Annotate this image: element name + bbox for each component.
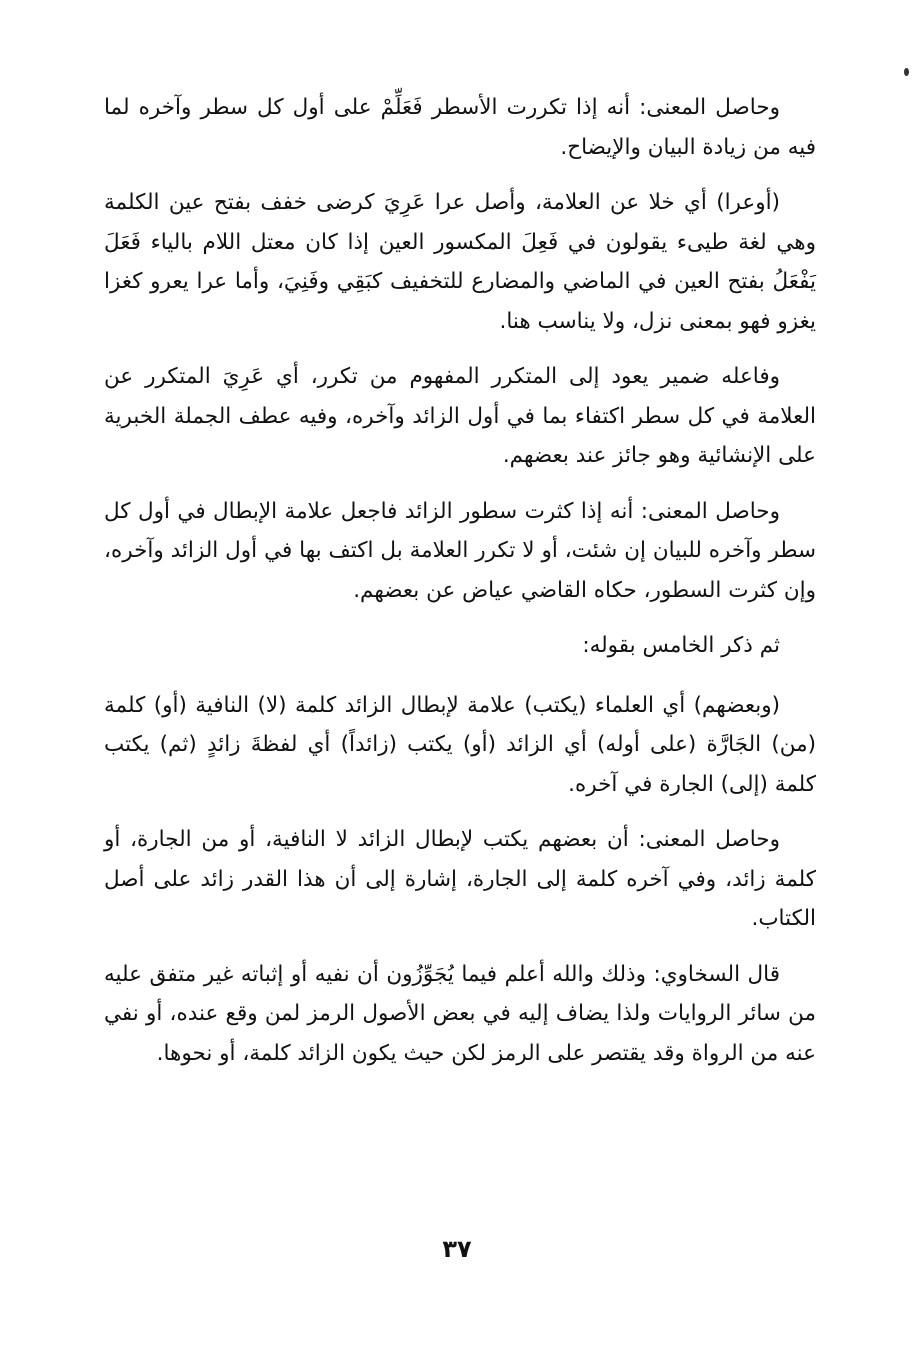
paragraph-2: (أوعرا) أي خلا عن العلامة، وأصل عرا عَرِيَ كرضى خفف بفتح عين الكلمة وهي لغة طيىء يقولون في فَعِلَ المكسور العين إذا كان معتل اللام بالياء فَعَلَ يَفْعَلُ بفتح العين في الماضي والمضارع للتخفيف كبَقِي وفَنِيَ، وأما عرا يعرو كغزا يغزو فهو بمعنى نزل، ولا يناسب هنا. [104,190,816,334]
paragraph-3: وفاعله ضمير يعود إلى المتكرر المفهوم من تكرر، أي عَرِيَ المتكرر عن العلامة في كل سطر اكتفاء بما في أول الزائد وآخره، وفيه عطف الجملة الخبرية على الإنشائية وهو جائز عند بعضهم. [104,364,816,468]
paragraph-6: (وبعضهم) أي العلماء (يكتب) علامة لإبطال الزائد كلمة (لا) النافية (أو) كلمة (من) الجَارَّة (على أوله) أي الزائد (أو) يكتب (زائداً) أي لفظةَ زائدٍ (ثم) يكتب كلمة (إلى) الجارة في آخره. [104,692,816,797]
paragraph-4: وحاصل المعنى: أنه إذا كثرت سطور الزائد فاجعل علامة الإبطال في أول كل سطر وآخره للبيان إن شئت، أو لا تكرر العلامة بل اكتف بها في أول الزائد وآخره، وإن كثرت السطور، حكاه القاضي عياض عن بعضهم. [104,498,816,603]
paragraph-1: وحاصل المعنى: أنه إذا تكررت الأسطر فَعَلِّمْ على أول كل سطر وآخره لما فيه من زيادة البيان والإيضاح. [104,95,816,160]
paragraph-8: قال السخاوي: وذلك والله أعلم فيما يُجَوِّزُون أن نفيه أو إثباته غير متفق عليه من سائر الروايات ولذا يضاف إليه في بعض الأصول الرمز لمن وقع عنده، أو نفي عنه من الرواة وقد يقتصر على الرمز لكن حيث يكون الزائد كلمة، أو نحوها. [104,961,816,1066]
paragraph-5: ثم ذكر الخامس بقوله: [582,633,780,658]
page-number: ٣٧ [442,1235,472,1263]
page-body [104,88,816,1089]
paragraph-7: وحاصل المعنى: أن بعضهم يكتب لإبطال الزائد لا النافية، أو من الجارة، أو كلمة زائد، وفي آخره كلمة إلى الجارة، إشارة إلى أن هذا القدر زائد على أصل الكتاب. [104,827,816,931]
scan-speck [904,68,909,76]
